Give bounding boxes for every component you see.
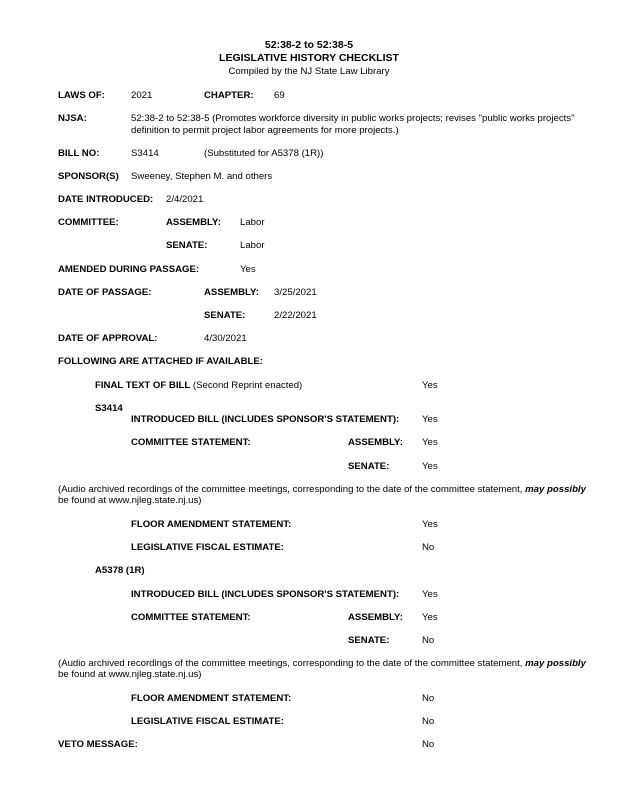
committee-senate-value: Labor — [240, 240, 265, 251]
s3414-floor-label: FLOOR AMENDMENT STATEMENT: — [131, 519, 292, 530]
bill-substituted: (Substituted for A5378 (1R)) — [204, 148, 324, 159]
final-text-row — [95, 380, 302, 391]
passage-senate-label: SENATE: — [204, 310, 246, 321]
s3414-senate-value: Yes — [422, 461, 438, 472]
a5378-label: A5378 (1R) — [95, 565, 145, 576]
title-line-2: LEGISLATIVE HISTORY CHECKLIST — [219, 52, 399, 64]
a5378-audio-line-2: be found at www.njleg.state.nj.us) — [58, 669, 202, 680]
njsa-label: NJSA: — [58, 113, 87, 124]
s3414-audio-emphasis: may possibly — [525, 484, 586, 495]
s3414-committee-statement-label: COMMITTEE STATEMENT: — [131, 437, 251, 448]
sponsor-label: SPONSOR(S) — [58, 171, 119, 182]
committee-assembly-value: Labor — [240, 217, 265, 228]
s3414-audio-line-2: be found at www.njleg.state.nj.us) — [58, 495, 202, 506]
passage-label: DATE OF PASSAGE: — [58, 287, 152, 298]
a5378-floor-value: No — [422, 693, 435, 704]
committee-assembly-label: ASSEMBLY: — [166, 217, 221, 228]
s3414-senate-label: SENATE: — [348, 461, 390, 472]
final-text-value: Yes — [422, 380, 438, 391]
a5378-audio-emphasis: may possibly — [525, 658, 586, 669]
a5378-intro-value: Yes — [422, 589, 438, 600]
a5378-senate-label: SENATE: — [348, 635, 390, 646]
a5378-fiscal-value: No — [422, 716, 435, 727]
veto-value: No — [422, 739, 435, 750]
a5378-senate-value: No — [422, 635, 435, 646]
approval-label: DATE OF APPROVAL: — [58, 333, 158, 344]
a5378-committee-statement-label: COMMITTEE STATEMENT: — [131, 612, 251, 623]
attached-heading: FOLLOWING ARE ATTACHED IF AVAILABLE: — [58, 356, 263, 367]
s3414-fiscal-value: No — [422, 542, 435, 553]
date-introduced-value: 2/4/2021 — [166, 194, 204, 205]
s3414-assembly-label: ASSEMBLY: — [348, 437, 403, 448]
passage-assembly-value: 3/25/2021 — [274, 287, 317, 298]
passage-senate-value: 2/22/2021 — [274, 310, 317, 321]
veto-label: VETO MESSAGE: — [58, 739, 138, 750]
s3414-audio-line-1 — [58, 484, 586, 495]
bill-no-label: BILL NO: — [58, 148, 100, 159]
laws-of-value: 2021 — [131, 90, 153, 101]
a5378-assembly-value: Yes — [422, 612, 438, 623]
chapter-label: CHAPTER: — [204, 90, 254, 101]
amended-label: AMENDED DURING PASSAGE: — [58, 264, 200, 275]
date-introduced-label: DATE INTRODUCED: — [58, 194, 154, 205]
committee-senate-label: SENATE: — [166, 240, 208, 251]
njsa-line-1: 52:38-2 to 52:38-5 (Promotes workforce diversity in public works projects; revises "public works projects" — [131, 113, 575, 124]
compiled-by: Compiled by the NJ State Law Library — [228, 66, 390, 77]
a5378-audio-text: (Audio archived recordings of the committee meetings, corresponding to the date of the committee statement, — [58, 658, 526, 669]
laws-of-label: LAWS OF: — [58, 90, 105, 101]
s3414-audio-text: (Audio archived recordings of the committee meetings, corresponding to the date of the committee statement, — [58, 484, 526, 495]
sponsor-value: Sweeney, Stephen M. and others — [131, 171, 273, 182]
a5378-audio-line-1 — [58, 658, 586, 669]
final-text-note: (Second Reprint enacted) — [192, 380, 303, 391]
committee-label: COMMITTEE: — [58, 217, 119, 228]
approval-value: 4/30/2021 — [204, 333, 247, 344]
a5378-intro-label: INTRODUCED BILL (INCLUDES SPONSOR'S STATEMENT): — [131, 589, 400, 600]
amended-value: Yes — [240, 264, 256, 275]
a5378-floor-label: FLOOR AMENDMENT STATEMENT: — [131, 693, 292, 704]
title-line-1: 52:38-2 to 52:38-5 — [264, 39, 354, 51]
s3414-intro-label: INTRODUCED BILL (INCLUDES SPONSOR'S STATEMENT): — [131, 414, 400, 425]
s3414-assembly-value: Yes — [422, 437, 438, 448]
s3414-floor-value: Yes — [422, 519, 438, 530]
s3414-label: S3414 — [95, 403, 123, 414]
chapter-value: 69 — [274, 90, 285, 101]
s3414-fiscal-label: LEGISLATIVE FISCAL ESTIMATE: — [131, 542, 284, 553]
final-text-label: FINAL TEXT OF BILL — [95, 380, 191, 391]
passage-assembly-label: ASSEMBLY: — [204, 287, 259, 298]
bill-no-value: S3414 — [131, 148, 159, 159]
a5378-fiscal-label: LEGISLATIVE FISCAL ESTIMATE: — [131, 716, 284, 727]
a5378-assembly-label: ASSEMBLY: — [348, 612, 403, 623]
njsa-line-2: definition to permit project labor agreements for more projects.) — [131, 125, 399, 136]
s3414-intro-value: Yes — [422, 414, 438, 425]
